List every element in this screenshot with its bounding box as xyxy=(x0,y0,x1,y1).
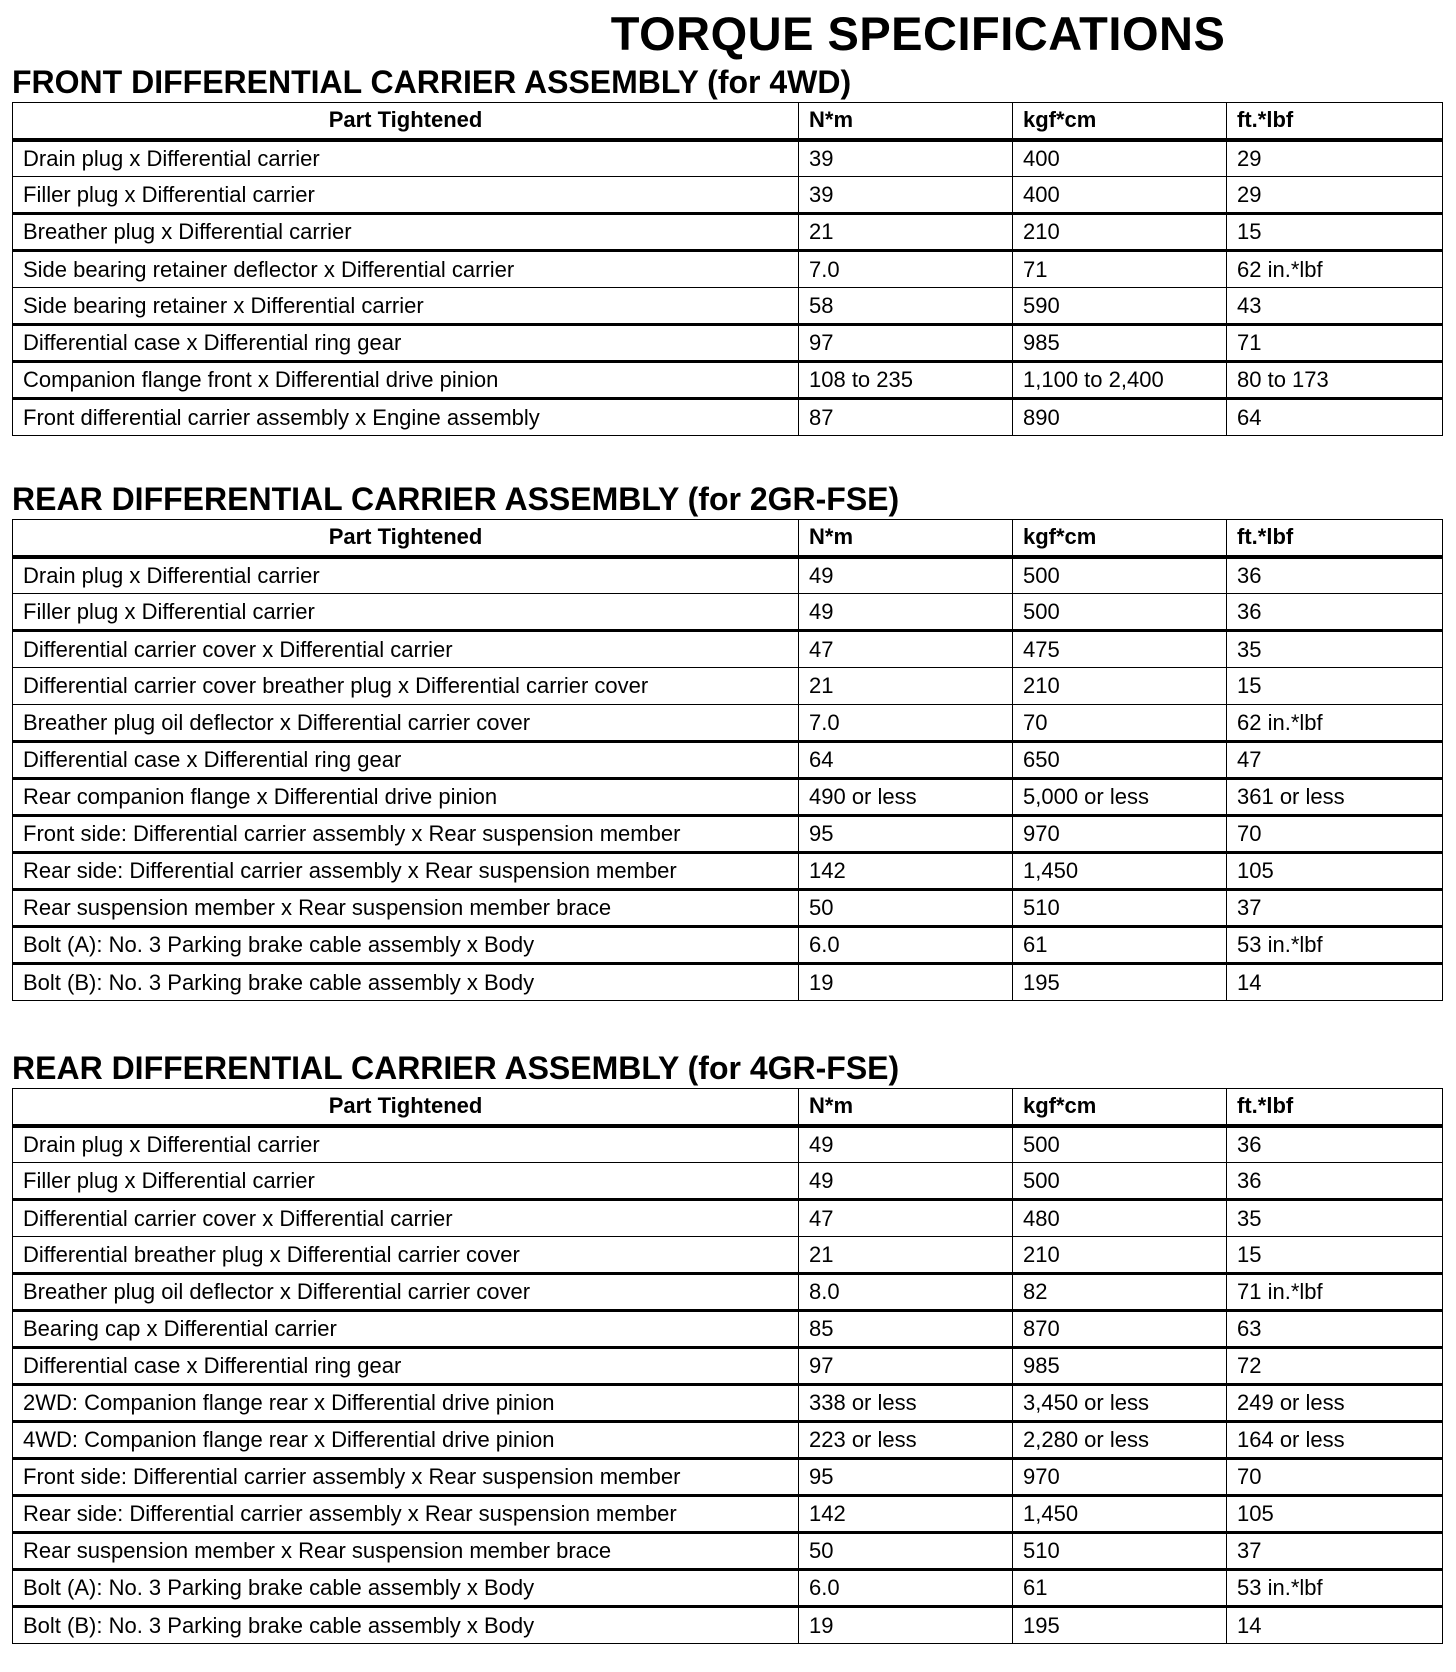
part-cell: Bearing cap x Differential carrier xyxy=(13,1311,799,1348)
table-row xyxy=(13,1607,1443,1644)
section-heading: FRONT DIFFERENTIAL CARRIER ASSEMBLY (for 4WD) xyxy=(12,64,852,100)
kgfcm-cell: 210 xyxy=(1013,1237,1227,1274)
column-header-nm: N*m xyxy=(799,103,1013,140)
column-header-nm: N*m xyxy=(799,1089,1013,1126)
table-row xyxy=(13,1200,1443,1237)
kgfcm-cell: 500 xyxy=(1013,1163,1227,1200)
section-heading: REAR DIFFERENTIAL CARRIER ASSEMBLY (for 4GR-FSE) xyxy=(12,1050,900,1086)
ftlbf-cell: 47 xyxy=(1227,742,1443,779)
ftlbf-cell: 105 xyxy=(1227,853,1443,890)
ftlbf-cell: 35 xyxy=(1227,1200,1443,1237)
nm-cell: 49 xyxy=(799,594,1013,631)
ftlbf-cell: 71 xyxy=(1227,325,1443,362)
kgfcm-cell: 1,100 to 2,400 xyxy=(1013,362,1227,399)
table-row xyxy=(13,362,1443,399)
nm-cell: 142 xyxy=(799,1496,1013,1533)
nm-cell: 49 xyxy=(799,1126,1013,1163)
nm-cell: 97 xyxy=(799,1348,1013,1385)
nm-cell: 108 to 235 xyxy=(799,362,1013,399)
table-row xyxy=(13,251,1443,288)
ftlbf-cell: 71 in.*lbf xyxy=(1227,1274,1443,1311)
column-header-kgfcm: kgf*cm xyxy=(1013,1089,1227,1126)
nm-cell: 21 xyxy=(799,1237,1013,1274)
ftlbf-cell: 29 xyxy=(1227,177,1443,214)
part-cell: Front differential carrier assembly x Engine assembly xyxy=(13,399,799,436)
nm-cell: 39 xyxy=(799,177,1013,214)
nm-cell: 50 xyxy=(799,1533,1013,1570)
kgfcm-cell: 500 xyxy=(1013,1126,1227,1163)
kgfcm-cell: 5,000 or less xyxy=(1013,779,1227,816)
nm-cell: 64 xyxy=(799,742,1013,779)
kgfcm-cell: 500 xyxy=(1013,594,1227,631)
section-heading: REAR DIFFERENTIAL CARRIER ASSEMBLY (for 2GR-FSE) xyxy=(12,481,900,517)
kgfcm-cell: 210 xyxy=(1013,214,1227,251)
table-row xyxy=(13,1496,1443,1533)
table-row xyxy=(13,1533,1443,1570)
kgfcm-cell: 510 xyxy=(1013,890,1227,927)
kgfcm-cell: 195 xyxy=(1013,1607,1227,1644)
part-cell: Rear suspension member x Rear suspension member brace xyxy=(13,1533,799,1570)
kgfcm-cell: 1,450 xyxy=(1013,853,1227,890)
nm-cell: 87 xyxy=(799,399,1013,436)
part-cell: Bolt (A): No. 3 Parking brake cable assembly x Body xyxy=(13,1570,799,1607)
kgfcm-cell: 195 xyxy=(1013,964,1227,1001)
kgfcm-cell: 985 xyxy=(1013,325,1227,362)
table-row xyxy=(13,399,1443,436)
table-row xyxy=(13,927,1443,964)
nm-cell: 6.0 xyxy=(799,927,1013,964)
nm-cell: 47 xyxy=(799,631,1013,668)
table-row xyxy=(13,1274,1443,1311)
table-row xyxy=(13,325,1443,362)
ftlbf-cell: 53 in.*lbf xyxy=(1227,1570,1443,1607)
part-cell: Bolt (B): No. 3 Parking brake cable assembly x Body xyxy=(13,964,799,1001)
kgfcm-cell: 510 xyxy=(1013,1533,1227,1570)
nm-cell: 490 or less xyxy=(799,779,1013,816)
nm-cell: 47 xyxy=(799,1200,1013,1237)
part-cell: Bolt (B): No. 3 Parking brake cable assembly x Body xyxy=(13,1607,799,1644)
ftlbf-cell: 14 xyxy=(1227,964,1443,1001)
table-row xyxy=(13,1385,1443,1422)
nm-cell: 7.0 xyxy=(799,251,1013,288)
kgfcm-cell: 890 xyxy=(1013,399,1227,436)
ftlbf-cell: 14 xyxy=(1227,1607,1443,1644)
ftlbf-cell: 164 or less xyxy=(1227,1422,1443,1459)
part-cell: 2WD: Companion flange rear x Differential drive pinion xyxy=(13,1385,799,1422)
ftlbf-cell: 249 or less xyxy=(1227,1385,1443,1422)
header-row xyxy=(13,520,1443,557)
table-row xyxy=(13,1237,1443,1274)
torque-table xyxy=(12,519,1443,1001)
nm-cell: 338 or less xyxy=(799,1385,1013,1422)
header-row xyxy=(13,103,1443,140)
part-cell: Rear suspension member x Rear suspension member brace xyxy=(13,890,799,927)
nm-cell: 6.0 xyxy=(799,1570,1013,1607)
part-cell: Differential case x Differential ring gear xyxy=(13,325,799,362)
ftlbf-cell: 72 xyxy=(1227,1348,1443,1385)
table-row xyxy=(13,288,1443,325)
part-cell: Breather plug x Differential carrier xyxy=(13,214,799,251)
table-row xyxy=(13,631,1443,668)
section-rear-2gr-fse xyxy=(12,481,1442,1001)
kgfcm-cell: 480 xyxy=(1013,1200,1227,1237)
part-cell: Companion flange front x Differential drive pinion xyxy=(13,362,799,399)
ftlbf-cell: 37 xyxy=(1227,1533,1443,1570)
ftlbf-cell: 70 xyxy=(1227,1459,1443,1496)
nm-cell: 95 xyxy=(799,816,1013,853)
table-row xyxy=(13,1348,1443,1385)
ftlbf-cell: 62 in.*lbf xyxy=(1227,251,1443,288)
kgfcm-cell: 1,450 xyxy=(1013,1496,1227,1533)
ftlbf-cell: 62 in.*lbf xyxy=(1227,705,1443,742)
table-row xyxy=(13,140,1443,177)
table-row xyxy=(13,557,1443,594)
kgfcm-cell: 400 xyxy=(1013,140,1227,177)
nm-cell: 49 xyxy=(799,557,1013,594)
ftlbf-cell: 36 xyxy=(1227,557,1443,594)
ftlbf-cell: 80 to 173 xyxy=(1227,362,1443,399)
nm-cell: 21 xyxy=(799,214,1013,251)
table-row xyxy=(13,964,1443,1001)
ftlbf-cell: 15 xyxy=(1227,668,1443,705)
nm-cell: 142 xyxy=(799,853,1013,890)
part-cell: Front side: Differential carrier assembly x Rear suspension member xyxy=(13,1459,799,1496)
table-row xyxy=(13,594,1443,631)
ftlbf-cell: 29 xyxy=(1227,140,1443,177)
kgfcm-cell: 2,280 or less xyxy=(1013,1422,1227,1459)
table-row xyxy=(13,1570,1443,1607)
ftlbf-cell: 36 xyxy=(1227,594,1443,631)
nm-cell: 19 xyxy=(799,1607,1013,1644)
section-front-4wd xyxy=(12,64,1442,436)
part-cell: Side bearing retainer x Differential carrier xyxy=(13,288,799,325)
table-row xyxy=(13,177,1443,214)
ftlbf-cell: 43 xyxy=(1227,288,1443,325)
nm-cell: 7.0 xyxy=(799,705,1013,742)
column-header-kgfcm: kgf*cm xyxy=(1013,520,1227,557)
table-row xyxy=(13,779,1443,816)
nm-cell: 8.0 xyxy=(799,1274,1013,1311)
torque-table xyxy=(12,102,1443,436)
nm-cell: 21 xyxy=(799,668,1013,705)
column-header-part: Part Tightened xyxy=(13,103,799,140)
part-cell: Rear side: Differential carrier assembly x Rear suspension member xyxy=(13,1496,799,1533)
part-cell: Drain plug x Differential carrier xyxy=(13,140,799,177)
kgfcm-cell: 61 xyxy=(1013,1570,1227,1607)
nm-cell: 39 xyxy=(799,140,1013,177)
table-row xyxy=(13,1459,1443,1496)
column-header-part: Part Tightened xyxy=(13,520,799,557)
kgfcm-cell: 82 xyxy=(1013,1274,1227,1311)
kgfcm-cell: 210 xyxy=(1013,668,1227,705)
header-row xyxy=(13,1089,1443,1126)
ftlbf-cell: 63 xyxy=(1227,1311,1443,1348)
kgfcm-cell: 985 xyxy=(1013,1348,1227,1385)
kgfcm-cell: 61 xyxy=(1013,927,1227,964)
kgfcm-cell: 970 xyxy=(1013,1459,1227,1496)
part-cell: Differential carrier cover x Differential carrier xyxy=(13,1200,799,1237)
table-row xyxy=(13,853,1443,890)
column-header-part: Part Tightened xyxy=(13,1089,799,1126)
kgfcm-cell: 70 xyxy=(1013,705,1227,742)
part-cell: Differential case x Differential ring gear xyxy=(13,1348,799,1385)
nm-cell: 223 or less xyxy=(799,1422,1013,1459)
table-row xyxy=(13,816,1443,853)
table-row xyxy=(13,705,1443,742)
ftlbf-cell: 15 xyxy=(1227,214,1443,251)
kgfcm-cell: 475 xyxy=(1013,631,1227,668)
ftlbf-cell: 70 xyxy=(1227,816,1443,853)
part-cell: Differential breather plug x Differential carrier cover xyxy=(13,1237,799,1274)
nm-cell: 97 xyxy=(799,325,1013,362)
table-row xyxy=(13,1422,1443,1459)
table-row xyxy=(13,668,1443,705)
kgfcm-cell: 870 xyxy=(1013,1311,1227,1348)
part-cell: Bolt (A): No. 3 Parking brake cable assembly x Body xyxy=(13,927,799,964)
table-row xyxy=(13,1163,1443,1200)
ftlbf-cell: 361 or less xyxy=(1227,779,1443,816)
nm-cell: 50 xyxy=(799,890,1013,927)
kgfcm-cell: 3,450 or less xyxy=(1013,1385,1227,1422)
part-cell: Differential case x Differential ring gear xyxy=(13,742,799,779)
part-cell: Differential carrier cover breather plug x Differential carrier cover xyxy=(13,668,799,705)
kgfcm-cell: 650 xyxy=(1013,742,1227,779)
part-cell: Rear side: Differential carrier assembly x Rear suspension member xyxy=(13,853,799,890)
ftlbf-cell: 35 xyxy=(1227,631,1443,668)
ftlbf-cell: 105 xyxy=(1227,1496,1443,1533)
nm-cell: 58 xyxy=(799,288,1013,325)
part-cell: Side bearing retainer deflector x Differential carrier xyxy=(13,251,799,288)
part-cell: Front side: Differential carrier assembly x Rear suspension member xyxy=(13,816,799,853)
column-header-ftlbf: ft.*lbf xyxy=(1227,103,1443,140)
kgfcm-cell: 400 xyxy=(1013,177,1227,214)
part-cell: Breather plug oil deflector x Differential carrier cover xyxy=(13,1274,799,1311)
column-header-ftlbf: ft.*lbf xyxy=(1227,1089,1443,1126)
ftlbf-cell: 64 xyxy=(1227,399,1443,436)
torque-table xyxy=(12,1088,1443,1644)
part-cell: Drain plug x Differential carrier xyxy=(13,1126,799,1163)
part-cell: Differential carrier cover x Differential carrier xyxy=(13,631,799,668)
column-header-nm: N*m xyxy=(799,520,1013,557)
kgfcm-cell: 590 xyxy=(1013,288,1227,325)
table-row xyxy=(13,1126,1443,1163)
nm-cell: 85 xyxy=(799,1311,1013,1348)
page-title: TORQUE SPECIFICATIONS xyxy=(610,7,1226,60)
part-cell: Rear companion flange x Differential drive pinion xyxy=(13,779,799,816)
kgfcm-cell: 71 xyxy=(1013,251,1227,288)
table-row xyxy=(13,1311,1443,1348)
section-rear-4gr-fse xyxy=(12,1050,1442,1644)
part-cell: Filler plug x Differential carrier xyxy=(13,594,799,631)
table-row xyxy=(13,890,1443,927)
ftlbf-cell: 36 xyxy=(1227,1126,1443,1163)
column-header-kgfcm: kgf*cm xyxy=(1013,103,1227,140)
part-cell: Filler plug x Differential carrier xyxy=(13,177,799,214)
part-cell: Breather plug oil deflector x Differential carrier cover xyxy=(13,705,799,742)
table-row xyxy=(13,742,1443,779)
nm-cell: 19 xyxy=(799,964,1013,1001)
nm-cell: 95 xyxy=(799,1459,1013,1496)
part-cell: 4WD: Companion flange rear x Differential drive pinion xyxy=(13,1422,799,1459)
column-header-ftlbf: ft.*lbf xyxy=(1227,520,1443,557)
ftlbf-cell: 37 xyxy=(1227,890,1443,927)
ftlbf-cell: 15 xyxy=(1227,1237,1443,1274)
ftlbf-cell: 36 xyxy=(1227,1163,1443,1200)
kgfcm-cell: 500 xyxy=(1013,557,1227,594)
kgfcm-cell: 970 xyxy=(1013,816,1227,853)
part-cell: Drain plug x Differential carrier xyxy=(13,557,799,594)
table-row xyxy=(13,214,1443,251)
ftlbf-cell: 53 in.*lbf xyxy=(1227,927,1443,964)
part-cell: Filler plug x Differential carrier xyxy=(13,1163,799,1200)
nm-cell: 49 xyxy=(799,1163,1013,1200)
